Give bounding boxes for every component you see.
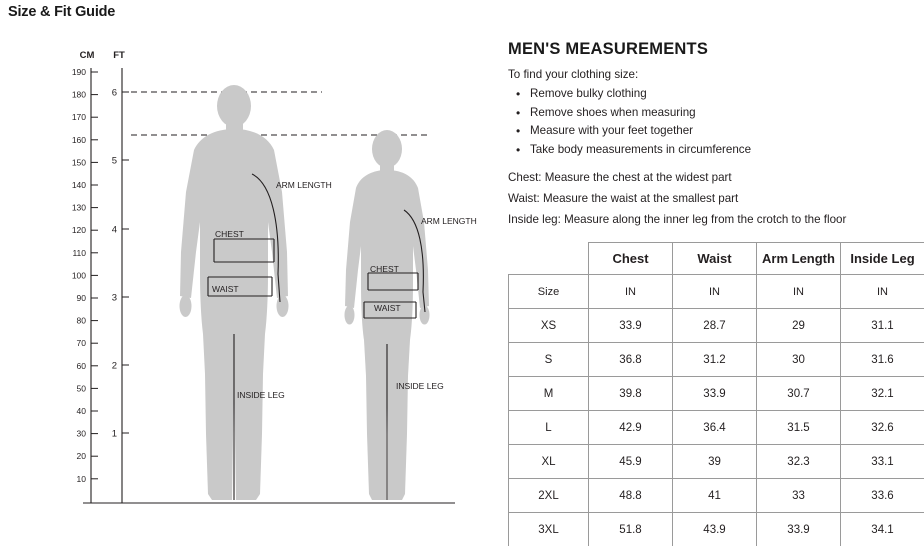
note-inside-leg: Inside leg: Measure along the inner leg from the crotch to the floor [508, 213, 847, 226]
male-inside-leg-label: INSIDE LEG [237, 390, 285, 400]
svg-text:90: 90 [76, 293, 86, 303]
body-measurement-diagram [0, 34, 490, 546]
row-arm-length: 29 [757, 309, 841, 343]
note-waist: Waist: Measure the waist at the smallest part [508, 192, 739, 205]
list-item [508, 104, 918, 123]
svg-text:170: 170 [71, 112, 86, 123]
svg-text:3: 3 [111, 292, 117, 304]
table-row [509, 479, 924, 513]
table-row [509, 377, 924, 411]
note-chest: Chest: Measure the chest at the widest part [508, 171, 732, 184]
row-inside-leg: 31.6 [841, 343, 924, 377]
row-size: XS [509, 309, 589, 343]
svg-text:30: 30 [76, 428, 86, 439]
female-arm-length-label: ARM LENGTH [421, 216, 477, 226]
measurement-notes [508, 170, 918, 227]
row-arm-length: 33 [757, 479, 841, 513]
list-item [508, 85, 918, 104]
measurements-panel [508, 40, 918, 233]
row-waist: 43.9 [673, 513, 757, 546]
row-chest: 42.9 [589, 411, 673, 445]
row-size: 2XL [509, 479, 589, 513]
units-waist: IN [673, 275, 757, 309]
male-waist-label: WAIST [212, 284, 239, 294]
units-size-label: Size [509, 275, 589, 309]
row-size: L [509, 411, 589, 445]
female-waist-label: WAIST [374, 303, 401, 313]
table-header-inside-leg: Inside Leg [841, 243, 924, 275]
ft-axis-label: FT [113, 50, 125, 61]
table-header-arm-length: Arm Length [757, 243, 841, 275]
female-inside-leg-label: INSIDE LEG [396, 381, 444, 391]
row-chest: 48.8 [589, 479, 673, 513]
row-chest: 33.9 [589, 309, 673, 343]
row-chest: 39.8 [589, 377, 673, 411]
row-chest: 36.8 [589, 343, 673, 377]
svg-text:130: 130 [71, 202, 86, 213]
row-inside-leg: 33.1 [841, 445, 924, 479]
svg-text:50: 50 [76, 383, 86, 394]
row-chest: 51.8 [589, 513, 673, 546]
row-waist: 41 [673, 479, 757, 513]
male-chest-label: CHEST [215, 229, 244, 239]
svg-text:10: 10 [76, 473, 86, 484]
svg-text:40: 40 [76, 406, 86, 416]
row-size: M [509, 377, 589, 411]
svg-text:6: 6 [111, 87, 117, 99]
row-chest: 45.9 [589, 445, 673, 479]
female-chest-label: CHEST [370, 264, 399, 274]
size-chart-table [508, 242, 924, 546]
table-row [509, 445, 924, 479]
row-arm-length: 31.5 [757, 411, 841, 445]
list-item [508, 122, 918, 141]
units-inside-leg: IN [841, 275, 924, 309]
svg-text:180: 180 [71, 89, 86, 100]
list-item-label: Remove bulky clothing [530, 87, 647, 100]
table-header-blank [509, 243, 589, 275]
svg-text:190: 190 [71, 67, 86, 77]
svg-text:2: 2 [111, 360, 117, 372]
svg-text:110: 110 [72, 247, 86, 258]
list-item-label: Measure with your feet together [530, 124, 694, 137]
ft-ticks [112, 88, 129, 440]
list-item-label: Remove shoes when measuring [530, 105, 696, 119]
row-inside-leg: 33.6 [841, 479, 924, 513]
table-row [509, 309, 924, 343]
svg-text:1: 1 [111, 428, 117, 440]
row-waist: 39 [673, 445, 757, 479]
table-header-waist: Waist [673, 243, 757, 275]
list-item-label: Take body measurements in circumference [530, 142, 752, 156]
row-inside-leg: 32.1 [841, 377, 924, 411]
row-size: XL [509, 445, 589, 479]
table-header-row [509, 243, 924, 275]
row-waist: 31.2 [673, 343, 757, 377]
cm-ticks [72, 67, 98, 484]
page-title: Size & Fit Guide [8, 4, 116, 20]
bullet-icon: • [516, 142, 521, 157]
svg-text:80: 80 [76, 315, 86, 326]
bullet-icon: • [516, 124, 521, 138]
row-inside-leg: 32.6 [841, 411, 924, 445]
row-arm-length: 33.9 [757, 513, 841, 546]
svg-text:4: 4 [111, 224, 117, 236]
row-waist: 28.7 [673, 309, 757, 343]
measurements-heading: MEN'S MEASUREMENTS [508, 40, 709, 58]
table-units-row [509, 275, 924, 309]
bullet-icon: • [516, 87, 521, 101]
row-waist: 33.9 [673, 377, 757, 411]
row-inside-leg: 34.1 [841, 513, 924, 546]
table-row [509, 343, 924, 377]
male-arm-length-label: ARM LENGTH [276, 180, 332, 190]
svg-text:70: 70 [76, 338, 86, 349]
measurements-lead: To find your clothing size: [508, 68, 639, 81]
units-chest: IN [589, 275, 673, 309]
row-size: 3XL [509, 513, 589, 546]
row-arm-length: 30.7 [757, 377, 841, 411]
svg-text:5: 5 [111, 155, 117, 167]
svg-text:150: 150 [71, 157, 86, 168]
bullet-icon: • [516, 105, 521, 120]
units-arm-length: IN [757, 275, 841, 309]
row-size: S [509, 343, 589, 377]
measurements-bullet-list [508, 85, 918, 159]
cm-axis-label: CM [79, 50, 95, 61]
svg-text:160: 160 [71, 134, 86, 145]
table-row [509, 411, 924, 445]
row-arm-length: 32.3 [757, 445, 841, 479]
svg-text:20: 20 [76, 451, 86, 462]
table-row [509, 513, 924, 546]
row-waist: 36.4 [673, 411, 757, 445]
svg-text:100: 100 [71, 270, 86, 281]
row-arm-length: 30 [757, 343, 841, 377]
svg-text:120: 120 [71, 225, 86, 236]
row-inside-leg: 31.1 [841, 309, 924, 343]
table-header-chest: Chest [589, 243, 673, 275]
list-item [508, 141, 918, 160]
svg-text:140: 140 [71, 180, 86, 190]
svg-text:60: 60 [76, 360, 86, 371]
